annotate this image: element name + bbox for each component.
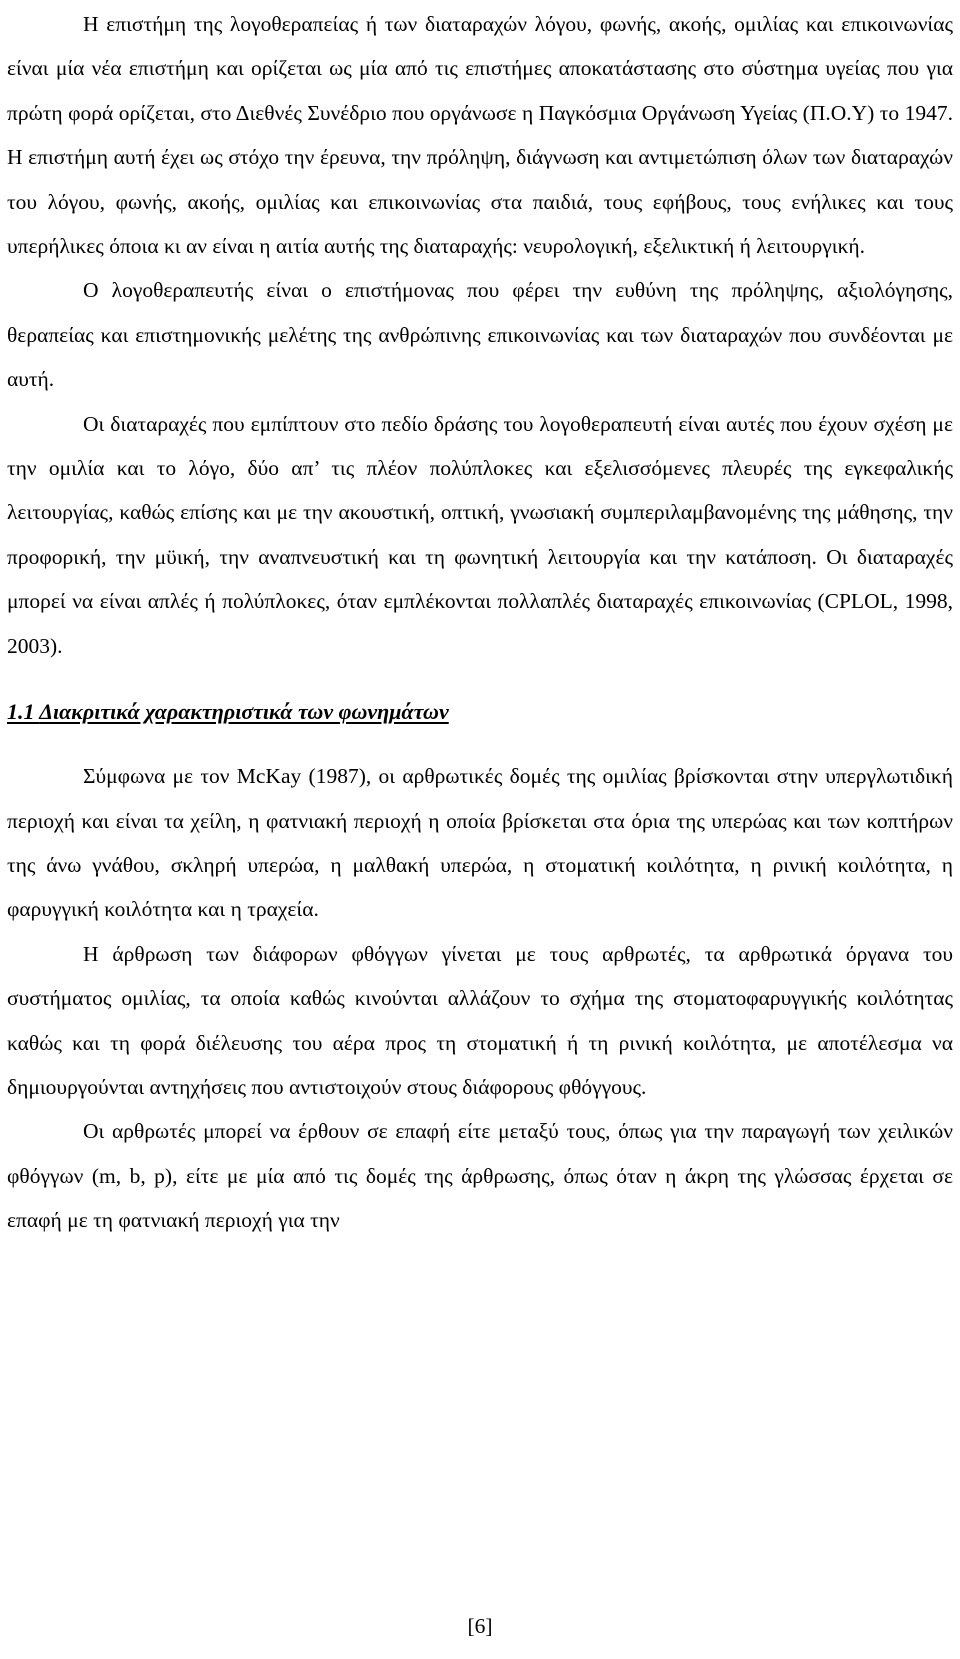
paragraph-disorders-scope: Οι διαταραχές που εμπίπτουν στο πεδίο δράσης του λογοθεραπευτή είναι αυτές που έχουν σχέση με την ομιλία και το λόγο, δύο απ’ τις πλέον πολύπλοκες και εξελισσόμενες πλευρές της εγκεφαλικής λειτουργίας, καθώς επίσης και με την ακουστική, οπτική, γνωσιακή συμπεριλαμβανομένης της μάθησης, την προφορική, την μϋική, την αναπνευστική και τη φωνητική λειτουργία και την κατάποση. Οι διαταραχές μπορεί να είναι απλές ή πολύπλοκες, όταν εμπλέκονται πολλαπλές διαταραχές επικοινωνίας (CPLOL, 1998, 2003). xyxy=(7,411,953,658)
paragraph-articulatory-structures: Σύμφωνα με τον McKay (1987), οι αρθρωτικές δομές της ομιλίας βρίσκονται στην υπεργλωτιδική περιοχή και είναι τα χείλη, η φατνιακή περιοχή η οποία βρίσκεται στα όρια της υπερώας και των κοπτήρων της άνω γνάθου, σκληρή υπερώα, η μαλθακή υπερώα, η στοματική κοιλότητα, η ρινική κοιλότητα, η φαρυγγική κοιλότητα και η τραχεία. xyxy=(7,764,953,922)
paragraph-articulator-contact: Οι αρθρωτές μπορεί να έρθουν σε επαφή είτε μεταξύ τους, όπως για την παραγωγή των χειλικών φθόγγων (m, b, p), είτε με μία από τις δομές της άρθρωσης, όπως όταν η άκρη της γλώσσας έρχεται σε επαφή με τη φατνιακή περιοχή για την xyxy=(7,1119,953,1233)
section-number: 1.1 xyxy=(7,699,35,725)
section-heading xyxy=(7,690,953,734)
paragraph-speech-therapy-definition: Η επιστήμη της λογοθεραπείας ή των διαταραχών λόγου, φωνής, ακοής, ομιλίας και επικοινωνίας είναι μία νέα επιστήμη και ορίζεται ως μία από τις επιστήμες αποκατάστασης στο σύστημα υγείας που για πρώτη φορά ορίζεται, στο Διεθνές Συνέδριο που οργάνωσε η Παγκόσμια Οργάνωση Υγείας (Π.Ο.Υ) το 1947. Η επιστήμη αυτή έχει ως στόχο την έρευνα, την πρόληψη, διάγνωση και αντιμετώπιση όλων των διαταραχών του λόγου, φωνής, ακοής, ομιλίας και επικοινωνίας στα παιδιά, τους εφήβους, τους ενήλικες και τους υπερήλικες όποια κι αν είναι η αιτία αυτής της διαταραχής: νευρολογική, εξελικτική ή λειτουργική. xyxy=(7,12,953,259)
section-title: Διακριτικά χαρακτηριστικά των φωνημάτων xyxy=(39,699,449,725)
page-number: [6] xyxy=(467,1614,493,1638)
paragraph-speech-therapist-role: Ο λογοθεραπευτής είναι ο επιστήμονας που φέρει την ευθύνη της πρόληψης, αξιολόγησης, θεραπείας και επιστημονικής μελέτης της ανθρώπινης επικοινωνίας και των διαταραχών που συνδέονται με αυτή. xyxy=(7,278,953,392)
document-page xyxy=(7,0,953,1659)
page-content xyxy=(7,2,953,1243)
paragraph-articulation-process: Η άρθρωση των διάφορων φθόγγων γίνεται με τους αρθρωτές, τα αρθρωτικά όργανα του συστήματος ομιλίας, τα οποία καθώς κινούνται αλλάζουν το σχήμα της στοματοφαρυγγικής κοιλότητας καθώς και τη φορά διέλευσης του αέρα προς τη στοματική ή τη ρινική κοιλότητα, με αποτέλεσμα να δημιουργούνται αντηχήσεις που αντιστοιχούν στους διάφορους φθόγγους. xyxy=(7,941,953,1099)
